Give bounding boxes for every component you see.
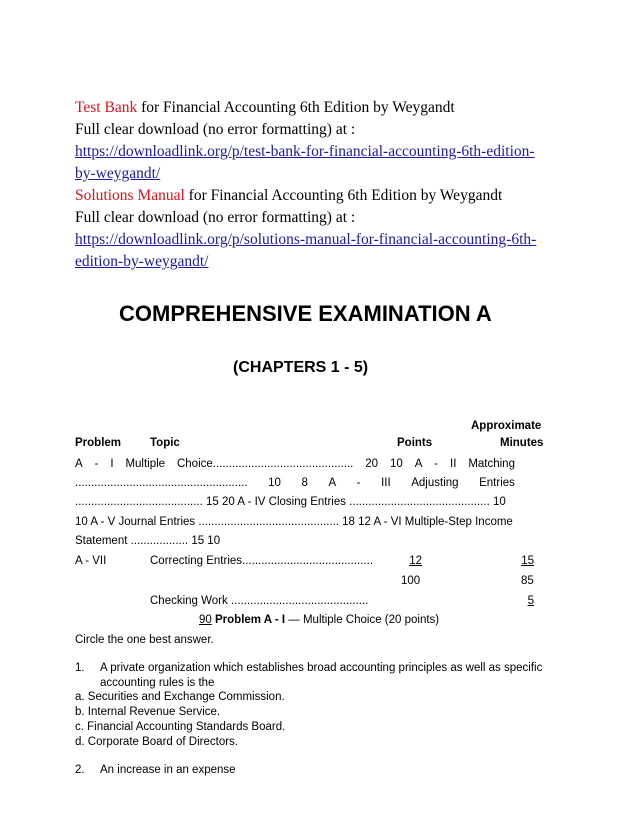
question-1-option-c: c. Financial Accounting Standards Board. (75, 721, 286, 733)
line2-word: A (328, 477, 337, 489)
table-line-2 (75, 477, 515, 489)
exam-title: COMPREHENSIVE EXAMINATION A (119, 301, 492, 326)
points-column-header: Points (397, 437, 433, 449)
problem-heading: Problem A - I (215, 614, 286, 626)
table-line-3: ........................................ 15 20 A - IV Closing Entries ............................................ 10 (75, 496, 506, 508)
row7-points: 12 (409, 555, 422, 567)
table-line-4: 10 A - V Journal Entries ............................................ 18 12 A - VI Multiple-Step Income (75, 516, 513, 528)
table-line-5: Statement .................. 15 10 (75, 535, 221, 547)
total-points: 100 (401, 575, 421, 587)
line2-word: 10 (268, 477, 281, 489)
checking-work-minutes: 5 (527, 595, 534, 607)
line1-word: Multiple (125, 458, 166, 470)
row7-problem: A - VII (75, 555, 107, 567)
line2-word: III (381, 477, 391, 489)
line1-word: 10 (389, 458, 403, 470)
solutions-manual-link-line1[interactable]: https://downloadlink.org/p/solutions-manual-for-financial-accounting-6th- (75, 231, 537, 248)
test-bank-download-text: Full clear download (no error formatting) at : (75, 121, 356, 138)
question-1-line2: accounting rules is the (100, 677, 215, 689)
line2-word: Entries (479, 477, 515, 489)
question-2-number: 2. (75, 764, 85, 776)
problem-column-header: Problem (75, 437, 122, 449)
test-bank-label: Test Bank (75, 99, 138, 116)
question-1-number: 1. (75, 662, 85, 674)
instruction-text: Circle the one best answer. (75, 634, 214, 646)
checking-work-topic: Checking Work ........................................... (150, 595, 369, 607)
test-bank-link-line2[interactable]: by-weygandt/ (75, 165, 161, 182)
solutions-manual-text: for Financial Accounting 6th Edition by Weygandt (184, 187, 503, 204)
line1-word: 20 (365, 458, 379, 470)
line1-word: A (414, 458, 423, 470)
line2-word: 8 (301, 477, 308, 489)
final-points: 90 (199, 614, 212, 626)
solutions-manual-label: Solutions Manual (75, 187, 185, 204)
test-bank-link-line1[interactable]: https://downloadlink.org/p/test-bank-for-financial-accounting-6th-edition- (75, 143, 535, 160)
approximate-header: Approximate (471, 420, 542, 432)
total-minutes: 85 (521, 575, 534, 587)
solutions-manual-link-line2[interactable]: edition-by-weygandt/ (75, 253, 209, 270)
row7-topic: Correcting Entries......................................... (150, 555, 374, 567)
line2-word: - (356, 477, 361, 489)
line1-word: II (450, 458, 457, 470)
line1-word: I (110, 458, 114, 470)
question-1-option-d: d. Corporate Board of Directors. (75, 736, 238, 748)
table-line-1 (75, 458, 515, 470)
row7-minutes: 15 (521, 555, 534, 567)
line2-word: Adjusting (411, 477, 459, 489)
line1-word: - (94, 458, 99, 470)
topic-column-header: Topic (150, 437, 180, 449)
problem-a1-heading-line (187, 614, 439, 626)
line2-word: ...................................................... (75, 477, 248, 489)
line1-word: Choice............................................ (176, 458, 354, 470)
solutions-manual-download-text: Full clear download (no error formatting) at : (75, 209, 356, 226)
question-2-text: An increase in an expense (100, 764, 236, 776)
line1-word: A (75, 458, 83, 470)
problem-heading-rest: — Multiple Choice (20 points) (285, 614, 440, 626)
question-1-option-a: a. Securities and Exchange Commission. (75, 691, 285, 703)
test-bank-line (75, 99, 455, 117)
test-bank-text: for Financial Accounting 6th Edition by Weygandt (137, 99, 455, 116)
solutions-manual-line (75, 187, 502, 205)
minutes-column-header: Minutes (500, 437, 544, 449)
exam-subtitle: (CHAPTERS 1 - 5) (233, 359, 369, 376)
question-1-option-b: b. Internal Revenue Service. (75, 706, 221, 718)
line1-word: - (434, 458, 439, 470)
question-1-line1: A private organization which establishes broad accounting principles as well as specific (100, 662, 543, 674)
line1-word: Matching (468, 458, 515, 470)
